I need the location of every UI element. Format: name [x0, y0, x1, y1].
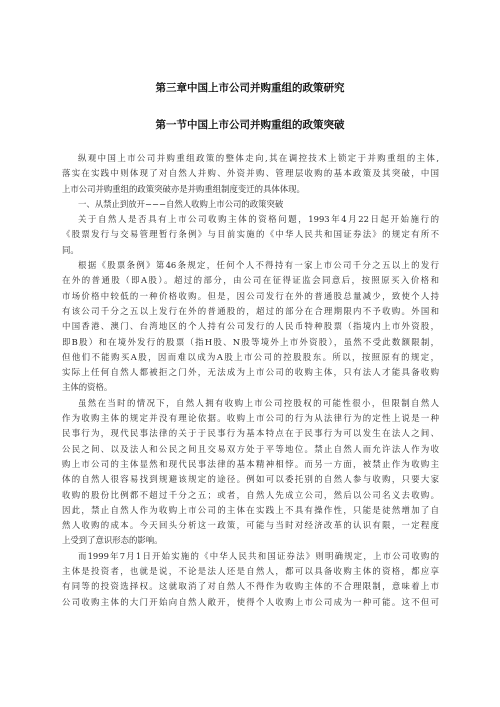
- text-line: 《股票发行与交易管理暂行条例》与目前实施的《中华人民共和国证券法》的规定有所不: [62, 229, 439, 240]
- text-line: 民事行为，现代民事法律的关于于民事行为基本特点在于民事行为可以发生在法人之间、: [62, 428, 439, 439]
- text-line: 但他们不能购买A股，因而难以成为A股上市公司的控股股东。所以，按照原有的规定，: [62, 351, 439, 362]
- text-line: 体的自然人很容易找到规避该规定的途径。例如可以委托别的自然人参与收购，只要大家: [62, 474, 439, 485]
- text-line: 市场价格中较低的一种价格收购。但是，因公司发行在外的普通股总量减少，致使个人持: [62, 290, 439, 301]
- text-line: 在外的普通股（即A股）。超过的部分，由公司在征得证监会同意后，按照原买入价格和: [62, 275, 439, 286]
- chapter-title: 第三章中国上市公司并购重组的政策研究: [155, 82, 345, 94]
- text-line: 同。: [62, 244, 79, 255]
- text-line: 根据《股票条例》第46条规定，任何个人不得持有一家上市公司千分之五以上的发行: [78, 260, 439, 271]
- text-line: 落实在实践中则体现了对自然人并购、外资并购、管理层收购的基本政策及其突破，中国: [62, 168, 439, 179]
- text-line: 中国香港、澳门、台湾地区的个人持有公司发行的人民币特种股票（指境内上市外资股，: [62, 321, 439, 332]
- text-line: 收购的股份比例都不超过千分之五；或者，自然人先成立公司，然后以公司名义去收购。: [62, 489, 439, 500]
- text-line: 主体的资格。: [62, 382, 113, 393]
- text-line: 有该公司千分之五以上发行在外的普通股的，超过的部分在合理期限内不予收购。外国和: [62, 305, 439, 316]
- text-line: 一、从禁止到放开−−−自然人收购上市公司的政策突破: [78, 198, 284, 209]
- text-line: 公民之间、以及法人和公民之间且交易双方处于平等地位。禁止自然人而允许法人作为收: [62, 443, 439, 454]
- text-line: 关于自然人是否具有上市公司收购主体的资格问题，1993年4月22日起开始施行的: [78, 214, 439, 225]
- body-text: [62, 151, 439, 610]
- text-line: 纵观中国上市公司并购重组政策的整体走向,其在调控技术上锁定于并购重组的主体,: [78, 153, 439, 163]
- text-line: 作为收购主体的规定并没有理论依据。收购上市公司的行为从法律行为的定性上说是一种: [62, 413, 439, 424]
- text-line: 因此，禁止自然人作为收购上市公司的主体在实践上不具有操作性，只能是徒然增加了自: [62, 504, 439, 515]
- text-line: 虽然在当时的情况下，自然人拥有收购上市公司控股权的可能性很小，但限制自然人: [78, 397, 439, 408]
- text-line: 购上市公司的主体显然和现代民事法律的基本精神相悖。而另一方面，被禁止作为收购主: [62, 458, 439, 469]
- text-line: 上市公司并购重组的政策突破亦是并购重组制度变迁的具体体现。: [62, 183, 305, 194]
- text-line: 即B股）和在境外发行的股票（指H股、N股等境外上市外资股），虽然不受此数额限制，: [62, 336, 439, 347]
- text-line: 主体是投资者，也就是说，不论是法人还是自然人，都可以具备收购主体的资格，都应享: [62, 566, 439, 577]
- section-title: 第一节中国上市公司并购重组的政策突破: [155, 119, 345, 131]
- text-line: 实际上任何自然人都被拒之门外，无法成为上市公司的收购主体，只有法人才能具备收购: [62, 367, 439, 378]
- text-line: 而1999年7月1日开始实施的《中华人民共和国证券法》则明确规定，上市公司收购的: [78, 550, 439, 561]
- text-line: 然人收购的成本。今天回头分析这一政策，可能与当时对经济改革的认识有限，一定程度: [62, 520, 439, 531]
- text-line: 有同等的投资选择权。这就取消了对自然人不得作为收购主体的不合理限制，意味着上市: [62, 581, 439, 592]
- text-line: 公司收购主体的大门开始向自然人敞开，使得个人收购上市公司成为一种可能。这不但可: [62, 596, 439, 607]
- text-line: 上受到了意识形态的影响。: [62, 535, 163, 546]
